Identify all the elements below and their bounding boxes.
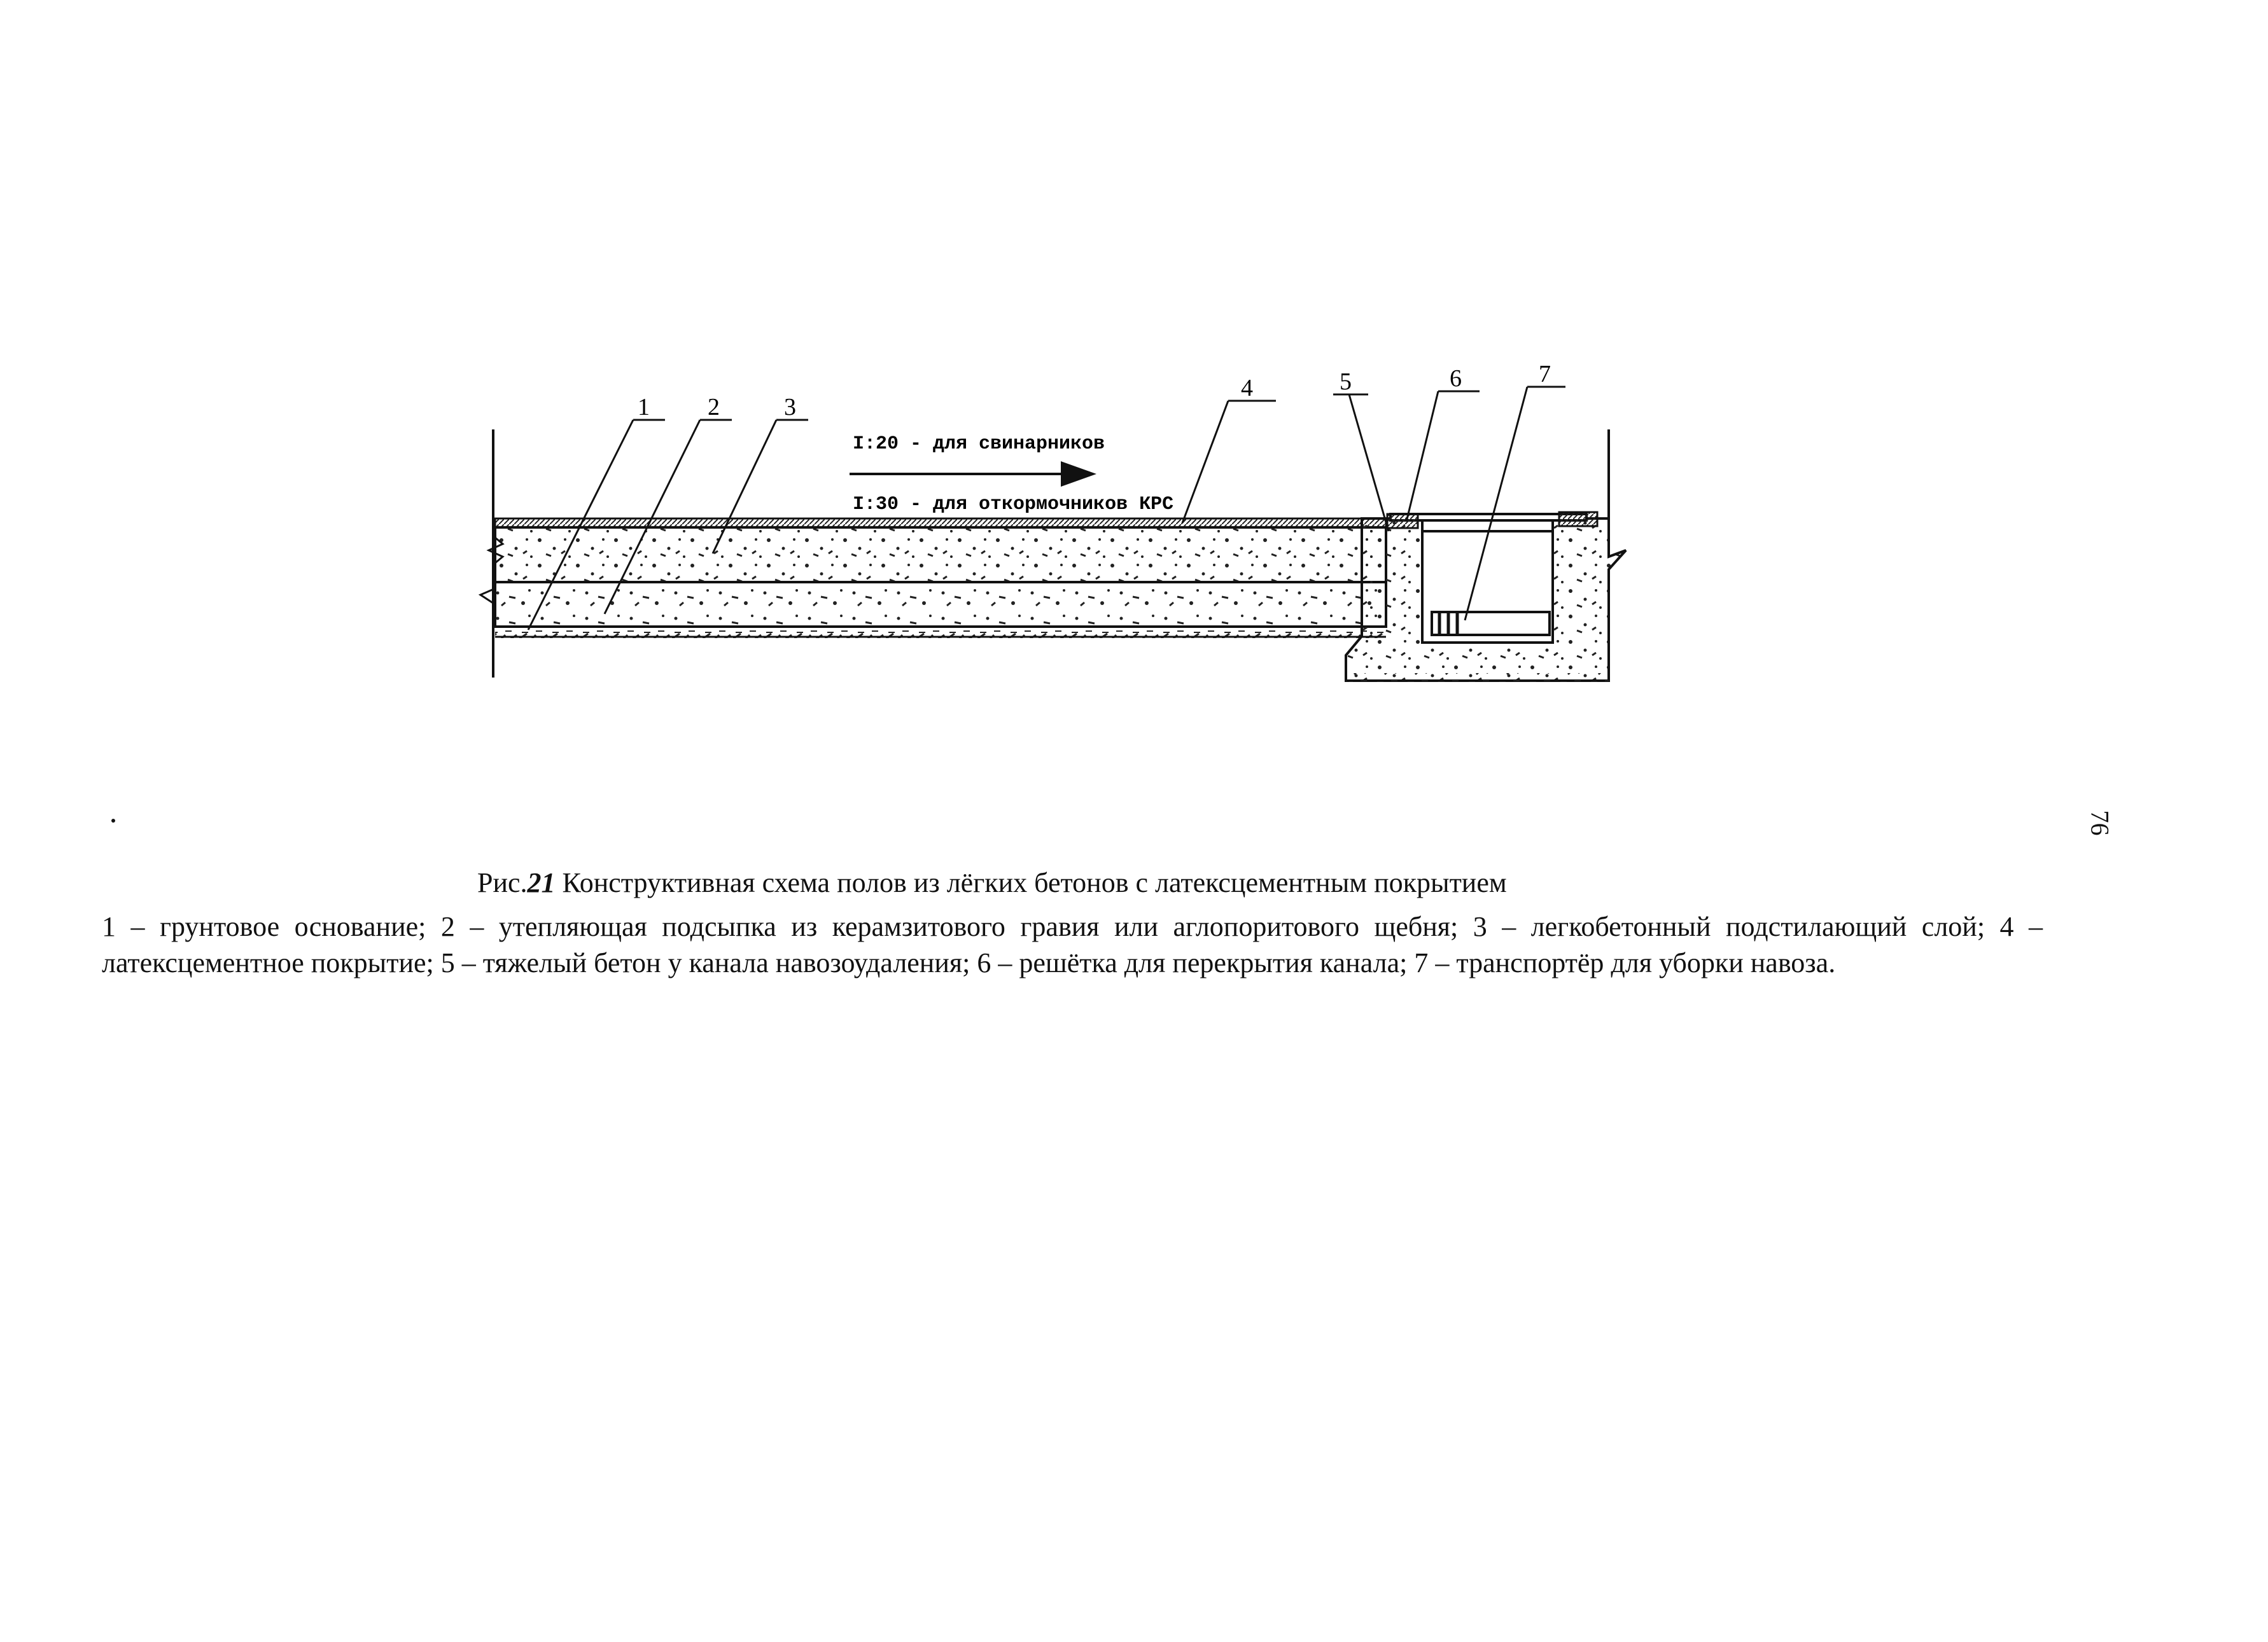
- callout-label-1: 1: [638, 394, 650, 421]
- lightweight-concrete-layer: [495, 527, 1386, 582]
- scan-dot: [111, 819, 115, 823]
- figure-caption: [477, 866, 1507, 899]
- callout-label-4: 4: [1241, 375, 1253, 401]
- figure-legend: 1 – грунтовое основание; 2 – утепляющая подсыпка из керамзитового гравия или аглопоритового щебня; 3 – легкобетонный подстилающий слой; 4 – латексцементное покрытие; 5 – тяжелый бетон у канала навозоудаления; 6 – решётка для перекрытия канала; 7 – транспортёр для уборки навоза.: [102, 911, 2043, 978]
- grating-support-left: [1387, 514, 1418, 528]
- page-number: 76: [2085, 810, 2115, 836]
- topping-layer: [495, 518, 1386, 527]
- figure-prefix: Рис.: [477, 867, 528, 898]
- callout-label-3: 3: [784, 394, 796, 421]
- callout-label-2: 2: [708, 394, 720, 421]
- ground-below-channel: [1349, 673, 1609, 682]
- slope-label-cattle: I:30 - для откормочников КРС: [853, 494, 1174, 515]
- callout-5: [1333, 368, 1389, 531]
- insulating-fill-layer: [495, 582, 1386, 627]
- figure-number: 21: [527, 867, 556, 898]
- callout-label-6: 6: [1450, 365, 1462, 392]
- callout-label-5: 5: [1340, 368, 1352, 395]
- callout-label-7: 7: [1539, 361, 1551, 387]
- slope-label-pigs: I:20 - для свинарников: [853, 433, 1105, 455]
- callout-6: [1406, 365, 1480, 522]
- grating-support-right: [1559, 512, 1597, 526]
- callout-4: [1182, 375, 1276, 523]
- figure-title: Конструктивная схема полов из лёгких бетонов с латексцементным покрытием: [562, 867, 1507, 898]
- channel-grating: [1390, 514, 1586, 520]
